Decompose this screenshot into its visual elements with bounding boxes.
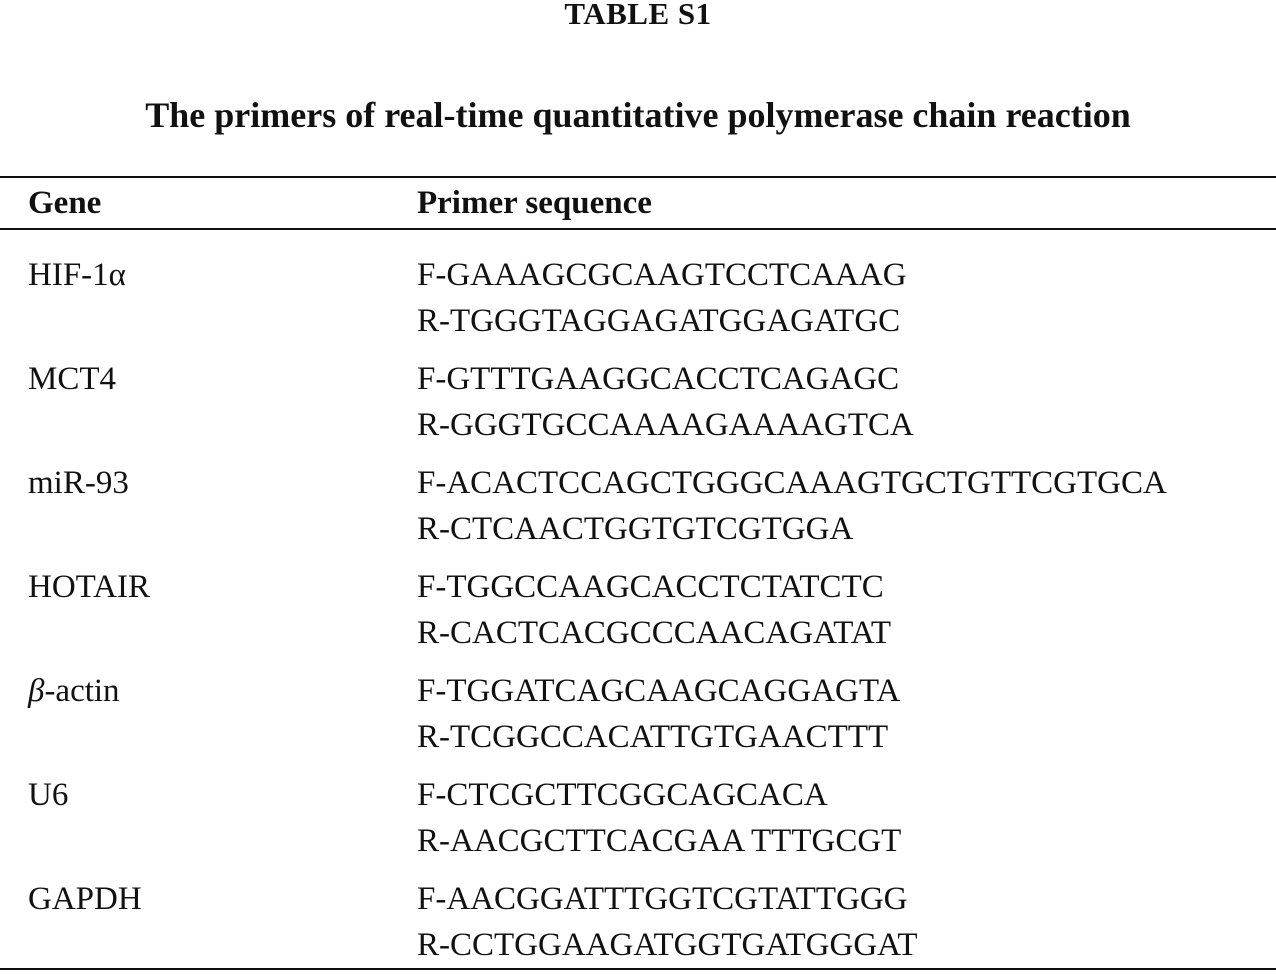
gene-name: MCT4 <box>28 361 117 397</box>
primer-sequences <box>417 356 914 448</box>
gene-name <box>28 668 120 714</box>
forward-primer: F-ACACTCCAGCTGGGCAAAGTGCTGTTCGTGCA <box>417 465 1167 501</box>
forward-primer: F-GTTTGAAGGCACCTCAGAGC <box>417 361 900 397</box>
table-row <box>0 460 1276 564</box>
top-rule <box>0 176 1276 178</box>
reverse-primer: R-GGGTGCCAAAAGAAAAGTCA <box>417 407 914 443</box>
forward-primer: F-TGGATCAGCAAGCAGGAGTA <box>417 673 901 709</box>
forward-primer: F-CTCGCTTCGGCAGCACA <box>417 777 828 813</box>
bottom-rule <box>0 968 1276 970</box>
gene-name-suffix: -actin <box>44 673 120 709</box>
reverse-primer: R-CCTGGAAGATGGTGATGGGAT <box>417 927 918 963</box>
forward-primer: F-AACGGATTTGGTCGTATTGGG <box>417 881 908 917</box>
table-row <box>0 564 1276 668</box>
primer-sequences <box>417 668 900 760</box>
primer-sequences <box>417 772 901 864</box>
gene-name: HOTAIR <box>28 569 151 605</box>
reverse-primer: R-TCGGCCACATTGTGAACTTT <box>417 719 889 755</box>
gene-name: HIF-1α <box>28 257 126 293</box>
forward-primer: F-GAAAGCGCAAGTCCTCAAAG <box>417 257 907 293</box>
table-row <box>0 668 1276 772</box>
table-header <box>0 180 1276 226</box>
primer-sequences <box>417 460 1167 552</box>
table-label: TABLE S1 <box>564 0 712 31</box>
reverse-primer: R-CTCAACTGGTGTCGTGGA <box>417 511 854 547</box>
beta-symbol: β <box>28 673 45 709</box>
table-row <box>0 356 1276 460</box>
table-row <box>0 876 1276 980</box>
primer-sequences <box>417 876 917 968</box>
reverse-primer: R-CACTCACGCCCAACAGATAT <box>417 615 892 651</box>
table-row <box>0 252 1276 356</box>
reverse-primer: R-AACGCTTCACGAA TTTGCGT <box>417 823 902 859</box>
gene-name: GAPDH <box>28 881 142 917</box>
gene-name: U6 <box>28 777 69 813</box>
primer-sequences <box>417 252 907 344</box>
header-gene: Gene <box>28 185 102 221</box>
table-title: The primers of real-time quantitative polymerase chain reaction <box>145 95 1131 135</box>
forward-primer: F-TGGCCAAGCACCTCTATCTC <box>417 569 884 605</box>
reverse-primer: R-TGGGTAGGAGATGGAGATGC <box>417 303 901 339</box>
table-row <box>0 772 1276 876</box>
primer-sequences <box>417 564 891 656</box>
gene-name: miR-93 <box>28 465 129 501</box>
header-primer-sequence: Primer sequence <box>417 185 652 221</box>
header-rule <box>0 228 1276 230</box>
table-body <box>0 252 1276 980</box>
